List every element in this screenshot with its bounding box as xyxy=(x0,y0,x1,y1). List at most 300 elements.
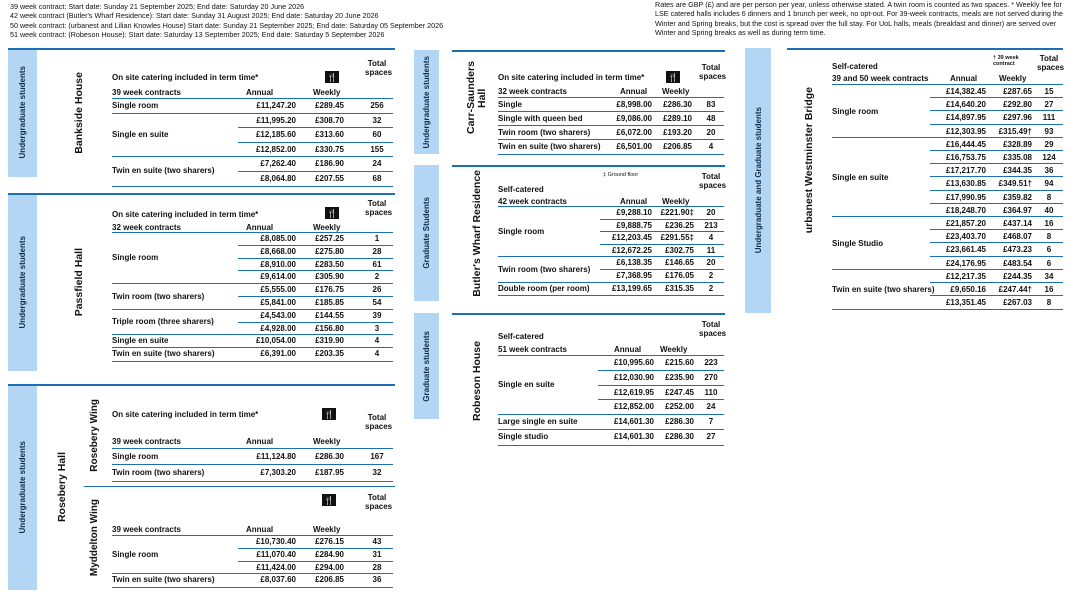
total-spaces: 8 xyxy=(1046,232,1052,242)
annual-price: £6,501.00 xyxy=(616,142,652,151)
annual-price: £6,391.00 xyxy=(260,349,296,359)
contract-length: 32 week contracts xyxy=(112,223,181,232)
wing-name xyxy=(84,386,104,484)
weekly-price: £330.75 xyxy=(315,144,344,154)
row-divider xyxy=(238,296,393,297)
row-divider xyxy=(498,154,724,155)
weekly-price: £364.97 xyxy=(1003,205,1032,215)
weekly-header: Weekly xyxy=(999,74,1027,83)
row-divider xyxy=(112,232,393,233)
weekly-price: £289.45 xyxy=(315,101,344,110)
weekly-price: £286.30 xyxy=(665,432,694,441)
room-type: Double room (per room) xyxy=(498,283,590,293)
hall-label: Rosebery Hall xyxy=(55,451,68,523)
hall-label: Carr-Saunders Hall xyxy=(465,61,488,135)
total-spaces: 4 xyxy=(708,233,714,243)
room-type: Single room xyxy=(112,101,159,110)
total-header: Total spaces xyxy=(699,63,727,81)
weekly-header: Weekly xyxy=(313,88,341,97)
annual-price: £8,085.00 xyxy=(260,234,296,243)
contract-length: 39 and 50 week contracts xyxy=(832,74,929,83)
weekly-price: £186.90 xyxy=(315,159,344,168)
annual-price: £11,424.00 xyxy=(256,562,296,572)
annual-price: £8,037.60 xyxy=(260,575,296,585)
annual-price: £12,852.00 xyxy=(255,144,296,154)
weekly-price: £294.00 xyxy=(315,562,344,572)
row-divider xyxy=(930,256,1063,257)
row-divider xyxy=(238,270,393,271)
total-spaces: 94 xyxy=(1044,179,1054,189)
contract-length: 42 week contracts xyxy=(498,197,567,206)
row-divider xyxy=(498,139,724,140)
row-divider xyxy=(238,258,393,259)
total-header: Total spaces xyxy=(1037,54,1065,72)
weekly-price: £286.30 xyxy=(663,100,692,109)
annual-price: £21,857.20 xyxy=(945,219,986,228)
contract-length: 51 week contracts xyxy=(498,345,567,354)
room-type: Single room xyxy=(112,549,159,559)
cutlery-icon: 🍴 xyxy=(325,207,339,219)
weekly-header: Weekly xyxy=(660,345,688,354)
row-divider xyxy=(112,535,393,536)
category-band xyxy=(745,48,771,313)
row-divider xyxy=(112,481,393,482)
catering-note: On site catering included in term time* xyxy=(112,410,259,419)
annual-price: £10,730.40 xyxy=(255,537,296,546)
total-spaces: 3 xyxy=(374,323,380,333)
annual-header: Annual xyxy=(246,88,274,97)
category-band xyxy=(8,48,37,177)
row-divider xyxy=(930,124,1063,125)
row-divider xyxy=(832,137,1063,138)
annual-price: £8,998.00 xyxy=(616,100,652,109)
annual-price: £17,990.95 xyxy=(945,192,986,202)
total-spaces: 124 xyxy=(1042,153,1056,162)
room-type: Single en suite xyxy=(112,336,169,346)
rule xyxy=(452,165,725,167)
total-spaces: 16 xyxy=(1044,219,1054,228)
annual-price: £14,601.30 xyxy=(613,432,654,441)
category-label: Undergraduate students xyxy=(18,440,27,534)
room-type: Single room xyxy=(498,226,545,236)
rule xyxy=(787,48,1063,50)
weekly-price: £305.90 xyxy=(315,272,344,282)
annual-price: £10,995.60 xyxy=(613,358,654,367)
total-spaces: 93 xyxy=(1044,126,1054,136)
category-band xyxy=(8,384,37,590)
annual-price: £16,444.45 xyxy=(945,139,986,149)
annual-price: £14,897.95 xyxy=(945,113,986,123)
weekly-price: £203.35 xyxy=(315,349,344,359)
category-label: Graduate students xyxy=(422,330,431,402)
row-divider xyxy=(498,282,724,283)
row-divider xyxy=(498,429,724,430)
annual-header: Annual xyxy=(950,74,978,83)
total-spaces: 11 xyxy=(706,245,716,255)
wing-label: Rosebery Wing xyxy=(88,398,100,472)
annual-price: £23,661.45 xyxy=(945,245,986,255)
total-spaces: 256 xyxy=(370,101,384,110)
total-spaces: 1 xyxy=(374,234,380,243)
contract-length: 39 week contracts xyxy=(112,437,181,446)
annual-price: £12,203.45 xyxy=(611,233,652,243)
weekly-price: £335.08 xyxy=(1003,153,1032,162)
annual-price: £13,199.65 xyxy=(611,283,652,293)
row-divider xyxy=(930,163,1063,164)
weekly-price: £468.07 xyxy=(1003,232,1032,242)
rule xyxy=(452,50,725,52)
total-spaces: 32 xyxy=(372,468,382,477)
row-divider xyxy=(498,125,724,126)
weekly-price: £302.75 xyxy=(665,245,694,255)
room-type: Single Studio xyxy=(832,238,884,248)
weekly-price: £284.90 xyxy=(315,549,344,559)
weekly-price: £206.85 xyxy=(315,575,344,585)
total-spaces: 36 xyxy=(1044,166,1054,176)
annual-price: £12,672.25 xyxy=(611,245,652,255)
room-type: Twin en suite (two sharers) xyxy=(112,166,215,176)
annual-price: £8,668.00 xyxy=(260,246,296,256)
total-header: Total spaces xyxy=(365,493,393,511)
annual-price: £24,176.95 xyxy=(945,258,986,268)
contract-length: 32 week contracts xyxy=(498,87,567,96)
room-type: Single with queen bed xyxy=(498,114,583,123)
row-divider xyxy=(112,573,393,574)
row-divider xyxy=(112,309,393,310)
category-label: Undergraduate students xyxy=(422,55,431,149)
weekly-price: £319.90 xyxy=(315,336,344,346)
row-divider xyxy=(598,399,724,400)
total-spaces: 270 xyxy=(704,372,718,382)
wing-label: Myddelton Wing xyxy=(88,499,100,577)
total-spaces: 155 xyxy=(370,144,384,154)
rule xyxy=(452,313,725,315)
row-divider xyxy=(930,97,1063,98)
weekly-price: £315.49† xyxy=(998,126,1032,136)
annual-header: Annual xyxy=(620,87,648,96)
annual-price: £11,070.40 xyxy=(256,549,296,559)
row-divider xyxy=(498,97,724,98)
total-header: Total spaces xyxy=(699,172,727,190)
annual-price: £5,841.00 xyxy=(260,298,296,307)
category-band xyxy=(414,50,439,154)
row-divider xyxy=(238,548,393,549)
weekly-header: Weekly xyxy=(662,197,690,206)
weekly-price: £156.80 xyxy=(315,323,344,333)
category-label: Undergraduate students xyxy=(18,66,27,159)
annual-price: £23,403.70 xyxy=(945,232,986,242)
annual-price: £7,303.20 xyxy=(260,468,296,477)
annual-price: £14,382.45 xyxy=(945,87,986,96)
total-spaces: 15 xyxy=(1044,87,1054,96)
room-type: Twin room (two sharers) xyxy=(112,468,205,477)
weekly-price: £221.90‡ xyxy=(660,208,694,217)
annual-price: £12,185.60 xyxy=(255,130,296,139)
weekly-header: Weekly xyxy=(313,437,341,446)
row-divider xyxy=(112,186,393,187)
total-spaces: 16 xyxy=(1044,285,1054,294)
hall-name xyxy=(68,193,90,371)
cutlery-icon: 🍴 xyxy=(666,71,680,83)
row-divider xyxy=(930,190,1063,191)
row-divider xyxy=(498,295,724,296)
annual-header: Annual xyxy=(246,525,274,534)
room-type: Twin en suite (two sharers) xyxy=(498,142,601,151)
annual-price: £14,601.30 xyxy=(613,417,654,427)
weekly-price: £292.80 xyxy=(1003,100,1032,110)
hall-label: Butler's Wharf Residence xyxy=(470,169,483,297)
row-divider xyxy=(930,110,1063,111)
annual-price: £4,928.00 xyxy=(260,323,296,333)
weekly-price: £313.60 xyxy=(315,130,344,139)
annual-price: £6,138.35 xyxy=(616,258,652,268)
room-type: Twin room (two sharers) xyxy=(498,264,591,274)
contract-dates xyxy=(10,2,480,40)
total-spaces: 2 xyxy=(708,283,714,293)
hall-name xyxy=(68,48,90,177)
room-type: Twin room (two sharers) xyxy=(498,128,591,137)
annual-price: £9,614.00 xyxy=(260,272,296,282)
weekly-price: £207.55 xyxy=(315,173,344,183)
annual-price: £13,351.45 xyxy=(945,298,986,308)
total-spaces: 29 xyxy=(1044,139,1054,149)
total-spaces: 4 xyxy=(374,349,380,359)
annual-price: £14,640.20 xyxy=(945,100,986,110)
annual-price: £12,030.90 xyxy=(613,372,654,382)
annual-price: £17,217.70 xyxy=(945,166,986,176)
hall-name xyxy=(460,54,494,142)
row-divider xyxy=(112,334,393,335)
annual-price: £12,217.35 xyxy=(945,271,986,281)
rule xyxy=(8,384,395,386)
total-spaces: 8 xyxy=(1046,192,1052,202)
hall-label: Robeson House xyxy=(470,340,483,421)
weekly-header: Weekly xyxy=(313,223,341,232)
row-divider xyxy=(930,229,1063,230)
room-type: Single studio xyxy=(498,432,549,441)
row-divider xyxy=(112,464,393,465)
row-divider xyxy=(832,269,1063,270)
weekly-price: £275.80 xyxy=(315,246,344,256)
total-spaces: 167 xyxy=(370,452,384,461)
weekly-price: £359.82 xyxy=(1003,192,1032,202)
self-catered-label: Self-catered xyxy=(498,332,544,341)
rule xyxy=(8,48,395,50)
hall-name xyxy=(466,313,488,448)
total-spaces: 4 xyxy=(374,336,380,346)
annual-header: Annual xyxy=(246,223,274,232)
annual-price: £11,995.20 xyxy=(256,115,296,125)
row-divider xyxy=(112,347,393,348)
intro-line: 50 week contract: (urbanest and Lilian Knowles House) Start date: Sunday 21 September 2025; End date: Saturday 05 September 2026 xyxy=(10,20,444,30)
total-spaces: 61 xyxy=(372,259,382,269)
row-divider xyxy=(238,127,393,128)
total-header: Total spaces xyxy=(699,320,727,338)
total-spaces: 40 xyxy=(1044,205,1054,215)
weekly-price: £289.10 xyxy=(663,114,692,123)
row-divider xyxy=(832,216,1063,217)
row-divider xyxy=(112,113,393,114)
total-spaces: 20 xyxy=(706,208,716,217)
row-divider xyxy=(600,244,724,245)
weekly-price: £193.20 xyxy=(663,128,692,137)
row-divider xyxy=(112,283,393,284)
weekly-price: £286.30 xyxy=(665,417,694,427)
row-divider xyxy=(930,176,1063,177)
weekly-price: £437.14 xyxy=(1003,219,1032,228)
weekly-price: £276.15 xyxy=(315,537,344,546)
weekly-price: £252.00 xyxy=(665,402,694,412)
room-type: Twin en suite (two sharers) xyxy=(112,575,215,585)
weekly-price: £286.30 xyxy=(315,452,344,461)
self-catered-label: Self-catered xyxy=(498,185,544,194)
total-spaces: 4 xyxy=(708,142,714,151)
total-spaces: 111 xyxy=(1042,113,1056,123)
row-divider xyxy=(238,171,393,172)
intro-line: 42 week contract (Butler's Wharf Residence): Start date: Sunday 31 August 2025; End date: Saturday 20 June 2026 xyxy=(10,11,379,21)
weekly-price: £146.65 xyxy=(665,258,694,268)
row-divider xyxy=(930,203,1063,204)
ground-floor-note: ‡ Ground floor xyxy=(603,172,639,178)
annual-price: £11,247.20 xyxy=(256,101,296,110)
weekly-price: £215.60 xyxy=(665,358,694,367)
row-divider xyxy=(112,156,393,157)
row-divider xyxy=(832,309,1063,310)
total-header: Total spaces xyxy=(365,199,393,217)
row-divider xyxy=(498,355,724,356)
row-divider xyxy=(600,219,724,220)
category-label: Graduate Students xyxy=(422,197,431,269)
row-divider xyxy=(498,414,724,415)
total-spaces: 36 xyxy=(372,575,382,585)
contract-note: † 39 week contract xyxy=(993,55,1019,67)
room-type: Single en suite xyxy=(498,380,555,390)
total-spaces: 43 xyxy=(372,537,382,546)
annual-price: £13,630.85 xyxy=(945,179,986,189)
weekly-header: Weekly xyxy=(662,87,690,96)
weekly-price: £315.35 xyxy=(665,283,694,293)
annual-price: £9,288.10 xyxy=(616,208,652,217)
total-spaces: 31 xyxy=(372,549,382,559)
catering-note: On site catering included in term time* xyxy=(112,210,259,219)
rule xyxy=(8,193,395,195)
hall-label: Passfield Hall xyxy=(72,247,85,317)
total-spaces: 2 xyxy=(708,271,714,280)
weekly-price: £291.55‡ xyxy=(660,233,694,243)
weekly-price: £257.25 xyxy=(315,234,344,243)
row-divider xyxy=(112,587,393,588)
annual-price: £9,650.16 xyxy=(950,285,986,294)
total-spaces: 28 xyxy=(372,246,382,256)
annual-header: Annual xyxy=(620,197,648,206)
room-type: Single en suite xyxy=(112,130,169,139)
total-spaces: 34 xyxy=(1044,271,1054,281)
annual-price: £12,619.95 xyxy=(613,387,654,397)
rule xyxy=(84,486,395,487)
room-type: Single room xyxy=(112,253,159,263)
total-spaces: 28 xyxy=(372,562,382,572)
row-divider xyxy=(112,98,393,99)
weekly-price: £235.90 xyxy=(665,372,694,382)
room-type: Twin en suite (two sharers) xyxy=(832,285,935,294)
weekly-price: £176.05 xyxy=(665,271,694,280)
hall-name xyxy=(466,165,488,301)
total-spaces: 27 xyxy=(706,432,716,441)
annual-price: £7,262.40 xyxy=(260,159,296,168)
weekly-price: £483.54 xyxy=(1003,258,1032,268)
weekly-price: £328.89 xyxy=(1003,139,1032,149)
weekly-price: £236.25 xyxy=(665,220,694,230)
row-divider xyxy=(238,142,393,143)
weekly-price: £267.03 xyxy=(1003,298,1032,308)
row-divider xyxy=(112,448,393,449)
total-spaces: 83 xyxy=(706,100,716,109)
cutlery-icon: 🍴 xyxy=(322,408,336,420)
category-label: Undergraduate and Graduate students xyxy=(753,107,763,254)
annual-price: £16,753.75 xyxy=(945,153,986,162)
annual-price: £5,555.00 xyxy=(260,285,296,295)
weekly-price: £187.95 xyxy=(315,468,344,477)
category-band xyxy=(414,313,439,419)
total-spaces: 68 xyxy=(372,173,382,183)
weekly-price: £247.44† xyxy=(998,285,1032,294)
row-divider xyxy=(498,111,724,112)
hall-label: Bankside House xyxy=(72,71,85,154)
row-divider xyxy=(600,269,724,270)
room-type: Single xyxy=(498,100,523,109)
total-spaces: 24 xyxy=(706,402,716,412)
row-divider xyxy=(598,385,724,386)
total-header: Total spaces xyxy=(365,413,393,431)
catering-note: On site catering included in term time* xyxy=(112,73,259,82)
annual-price: £11,124.80 xyxy=(256,452,296,461)
intro-line: 51 week contract: (Robeson House): Start date: Saturday 13 September 2025; End date: Saturday 5 September 2026 xyxy=(10,30,385,40)
annual-price: £10,054.00 xyxy=(255,336,296,346)
row-divider xyxy=(930,150,1063,151)
annual-price: £4,543.00 xyxy=(260,310,296,320)
total-spaces: 110 xyxy=(704,387,718,397)
row-divider xyxy=(930,242,1063,243)
weekly-price: £185.85 xyxy=(315,298,344,307)
total-spaces: 32 xyxy=(372,115,382,125)
room-type: Single room xyxy=(832,106,879,116)
room-type: Single room xyxy=(112,452,159,461)
room-type: Twin en suite (two sharers) xyxy=(112,349,215,359)
annual-price: £12,852.00 xyxy=(613,402,654,412)
weekly-price: £206.85 xyxy=(663,142,692,151)
self-catered-label: Self-catered xyxy=(832,62,878,71)
row-divider xyxy=(832,84,1063,85)
annual-header: Annual xyxy=(614,345,642,354)
room-type: Twin room (two sharers) xyxy=(112,291,205,301)
total-spaces: 48 xyxy=(706,114,716,123)
row-divider xyxy=(238,322,393,323)
contract-length: 39 week contracts xyxy=(112,88,181,97)
total-spaces: 213 xyxy=(704,220,718,230)
total-spaces: 26 xyxy=(372,285,382,295)
weekly-price: £287.65 xyxy=(1003,87,1032,96)
total-spaces: 60 xyxy=(372,130,382,139)
row-divider xyxy=(498,445,724,446)
room-type: Single en suite xyxy=(832,172,889,182)
annual-price: £18,248.70 xyxy=(945,205,986,215)
weekly-price: £344.35 xyxy=(1003,166,1032,176)
total-spaces: 20 xyxy=(706,128,716,137)
annual-header: Annual xyxy=(246,437,274,446)
weekly-price: £473.23 xyxy=(1003,245,1032,255)
weekly-price: £144.55 xyxy=(315,310,344,320)
row-divider xyxy=(498,206,724,207)
